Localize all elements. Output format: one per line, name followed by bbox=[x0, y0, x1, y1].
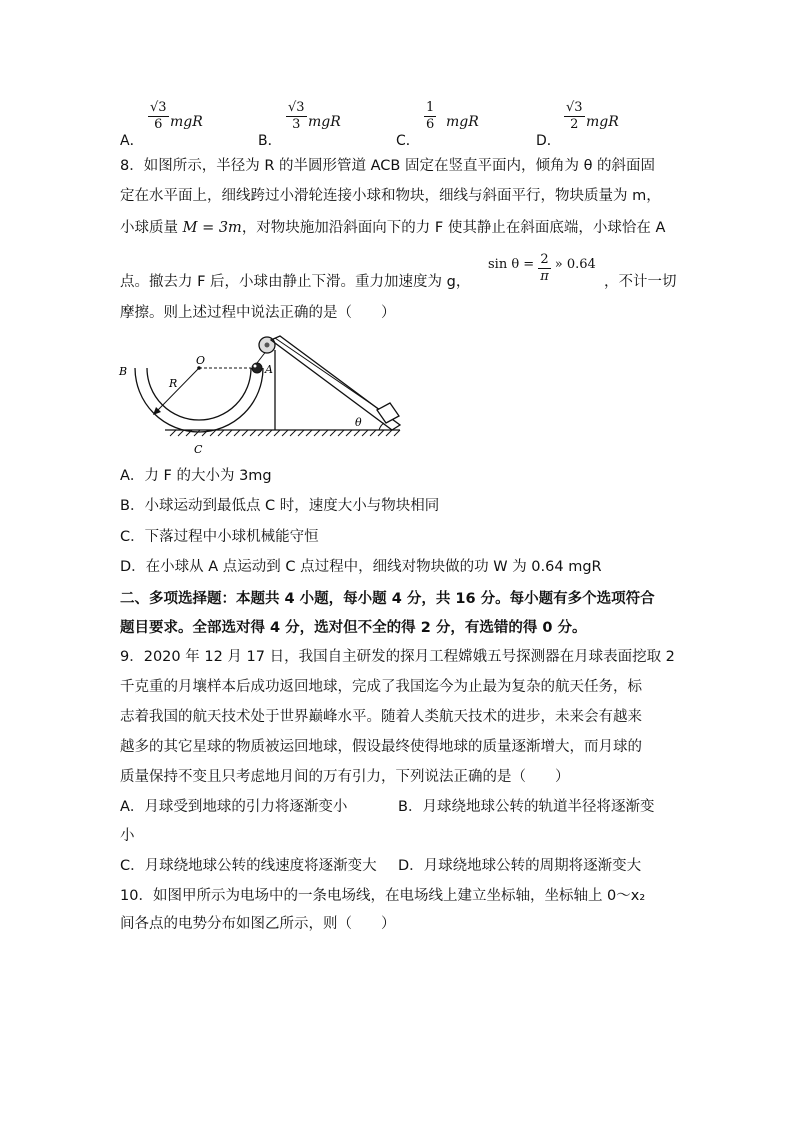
q9-line-3: 志着我国的航天技术处于世界巅峰水平。随着人类航天技术的进步，未来会有越来 bbox=[120, 709, 642, 725]
q7-option-a-fraction: $\frac{√3}{6}$ bbox=[150, 100, 167, 132]
q9-line-5: 质量保持不变且只考虑地月间的万有引力，下列说法正确的是（ ） bbox=[120, 769, 570, 785]
q9-line-1: 9．2020 年 12 月 17 日，我国自主研发的探月工程嫦娥五号探测器在月球表面挖取 2 bbox=[120, 649, 675, 665]
q8-option-a: A．力 F 的大小为 3mg bbox=[120, 468, 272, 484]
q9-line-4: 越多的其它星球的物质被运回地球，假设最终使得地球的质量逐渐增大，而月球的 bbox=[120, 739, 642, 755]
label-O: O bbox=[196, 354, 206, 367]
q9-option-a: A．月球受到地球的引力将逐渐变小 bbox=[120, 799, 348, 815]
q8-line-2: 定在水平面上，细线跨过小滑轮连接小球和物块，细线与斜面平行，物块质量为 m， bbox=[120, 188, 661, 204]
block bbox=[377, 403, 399, 423]
label-R: R bbox=[169, 377, 178, 390]
q8-option-b: B．小球运动到最低点 C 时，速度大小与物块相同 bbox=[120, 498, 440, 514]
q7-option-c-fraction: $\frac{1}{6}$ bbox=[426, 100, 435, 132]
q7-option-b-fraction: $\frac{√3}{3}$ bbox=[288, 100, 305, 132]
q9-option-c: C．月球绕地球公转的线速度将逐渐变大 bbox=[120, 858, 377, 874]
q8-line-4: 点。撤去力 F 后，小球由静止下滑。重力加速度为 g， bbox=[120, 274, 471, 290]
q7-option-d-fraction: $\frac{√3}{2}$ bbox=[566, 100, 583, 132]
q9-option-d: D．月球绕地球公转的周期将逐渐变大 bbox=[398, 858, 642, 874]
semicircle-tube-inner bbox=[147, 368, 251, 420]
label-theta: θ bbox=[355, 416, 362, 429]
q8-sin-formula: sin θ = $\frac{2}{\pi}$ » 0.64 bbox=[488, 252, 596, 284]
ball bbox=[252, 363, 262, 373]
q8-mass-equation: M = 3m bbox=[182, 220, 242, 236]
q10-line-1: 10．如图甲所示为电场中的一条电场线，在电场线上建立坐标轴，坐标轴上 0～x₂ bbox=[120, 888, 646, 904]
label-B: B bbox=[119, 365, 128, 378]
label-C: C bbox=[194, 443, 203, 456]
q10-line-2: 间各点的电势分布如图乙所示，则（ ） bbox=[120, 916, 396, 932]
q9-option-b-cont: 小 bbox=[120, 828, 135, 844]
q9-option-b: B．月球绕地球公转的轨道半径将逐渐变 bbox=[398, 799, 655, 815]
q8-figure bbox=[115, 330, 405, 460]
section2-heading-1: 二、多项选择题：本题共 4 小题，每小题 4 分，共 16 分。每小题有多个选项符合 bbox=[120, 591, 655, 607]
label-A: A bbox=[265, 363, 273, 376]
semicircle-tube-outer bbox=[135, 368, 263, 432]
q8-line-5: 摩擦。则上述过程中说法正确的是（ ） bbox=[120, 305, 396, 321]
section2-heading-2: 题目要求。全部选对得 4 分，选对但不全的得 2 分，有选错的得 0 分。 bbox=[120, 620, 587, 636]
q8-option-d: D．在小球从 A 点运动到 C 点过程中，细线对物块做的功 W 为 0.64 mgR bbox=[120, 559, 602, 575]
q8-line-1: 8．如图所示，半径为 R 的半圆形管道 ACB 固定在竖直平面内，倾角为 θ 的斜面固 bbox=[120, 158, 656, 174]
q8-option-c: C．下落过程中小球机械能守恒 bbox=[120, 529, 319, 545]
q8-line-3: 小球质量 M = 3m，对物块施加沿斜面向下的力 F 使其静止在斜面底端，小球恰在 A bbox=[120, 220, 666, 236]
q8-line-4-tail: ，不计一切 bbox=[604, 274, 677, 290]
q9-line-2: 千克重的月壤样本后成功返回地球，完成了我国迄今为止最为复杂的航天任务，标 bbox=[120, 679, 642, 695]
